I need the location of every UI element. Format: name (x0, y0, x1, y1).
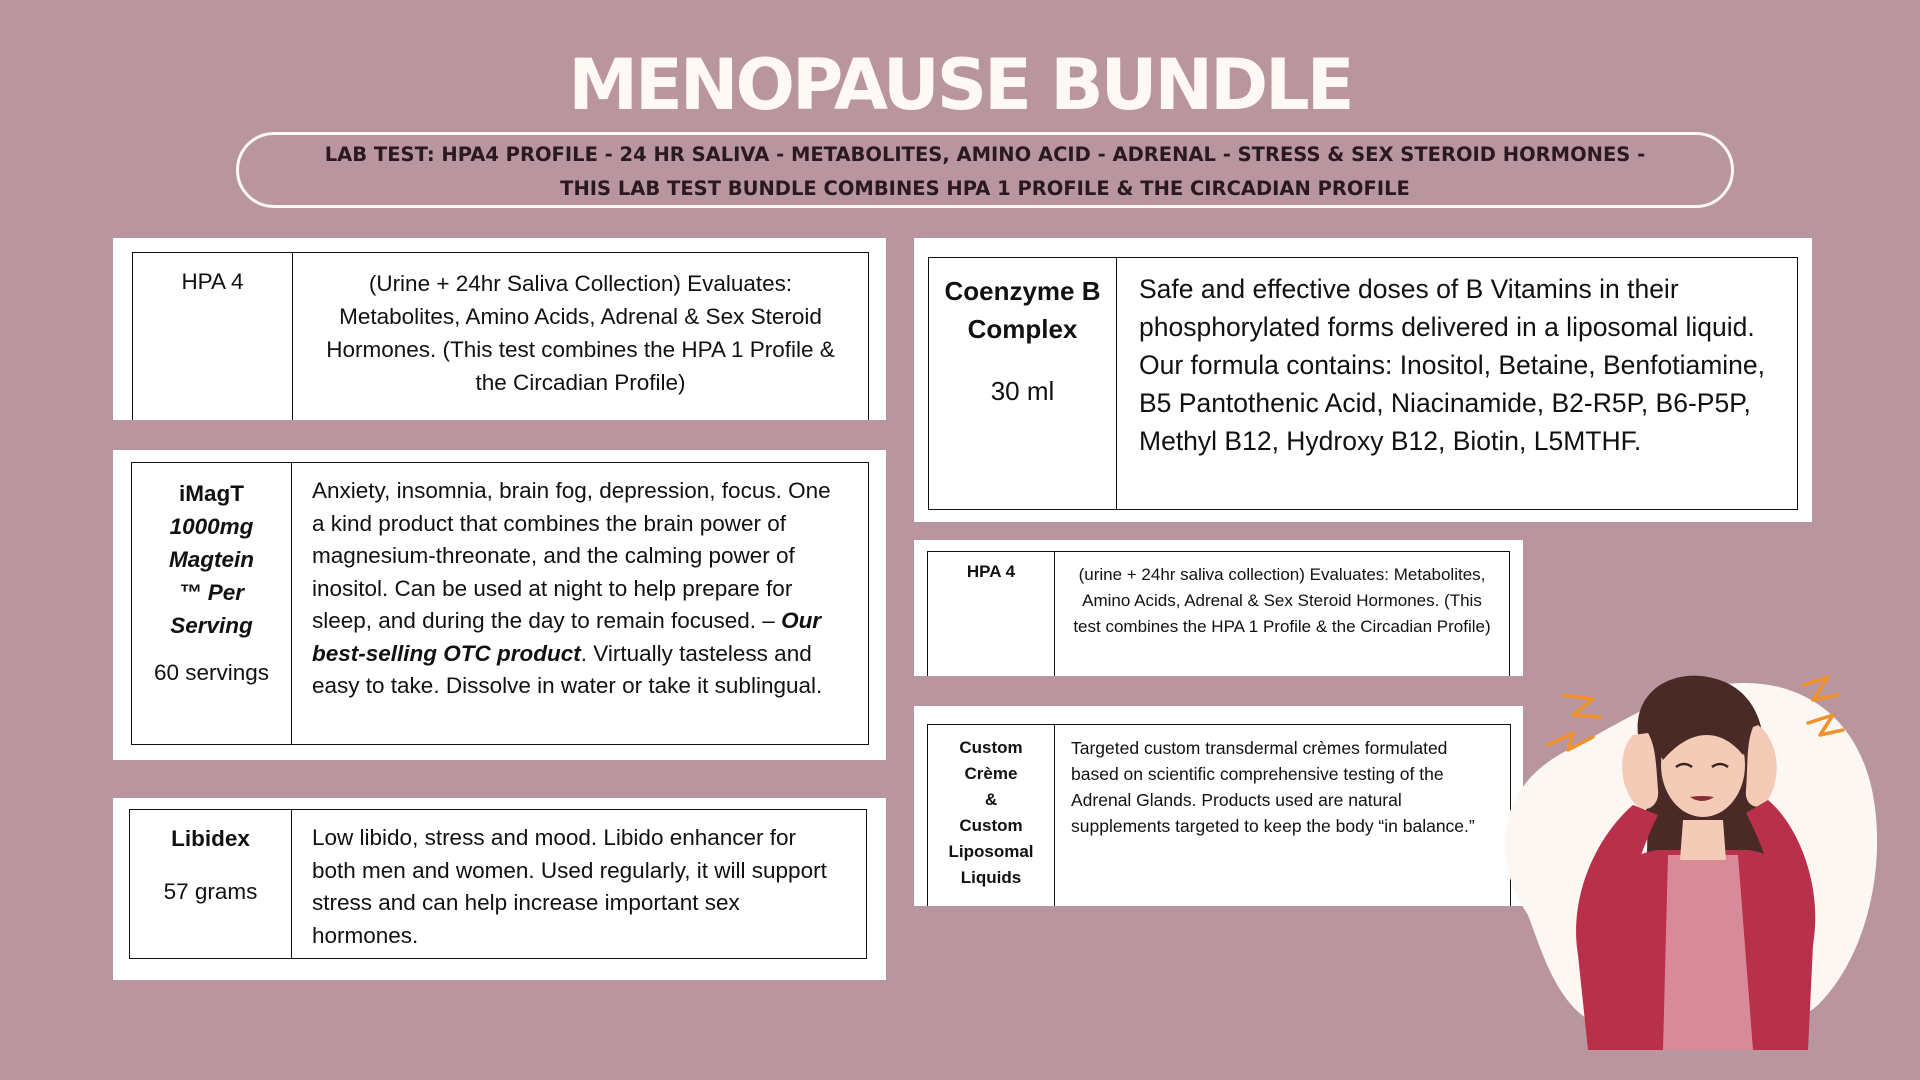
lab-test-banner (236, 132, 1734, 208)
imagt-name-cell (132, 463, 292, 744)
coenzyme-b-name-line1: Coenzyme B (944, 276, 1101, 306)
banner-line-1: LAB TEST: HPA4 PROFILE - 24 HR SALIVA - METABOLITES, AMINO ACID - ADRENAL - STRESS & SEX STEROID HORMONES - (324, 142, 1646, 166)
hpa4-description: (Urine + 24hr Saliva Collection) Evaluates: Metabolites, Amino Acids, Adrenal & Sex Steroid Hormones. (This test combines the HPA 1 Profile & the Circadian Profile) (326, 271, 835, 395)
imagt-table (131, 462, 869, 745)
coenzyme-b-size: 30 ml (990, 376, 1055, 406)
coenzyme-b-table (928, 257, 1798, 510)
hpa4-name-cell (133, 253, 293, 420)
coenzyme-b-description: Safe and effective doses of B Vitamins in their phosphorylated forms delivered in a liposomal liquid. Our formula contains: Inositol, Betaine, Benfotiamine, B5 Pantothenic Acid, Niacinamide, B2-R5P, B6-P5P, Methyl B12, Hydroxy B12, Biotin, L5MTHF. (1139, 274, 1766, 456)
hpa4-table (132, 252, 869, 420)
hpa4-name: HPA 4 (181, 269, 244, 294)
custom-creme-name-line3: & (984, 790, 998, 809)
hpa4-small-name: HPA 4 (966, 562, 1016, 581)
hpa4-small-name-cell (928, 552, 1055, 676)
libidex-table (129, 809, 867, 959)
libidex-card (113, 798, 886, 980)
imagt-dose-line3: ™ Per (178, 580, 245, 605)
custom-creme-card (914, 706, 1523, 906)
imagt-size: 60 servings (153, 660, 270, 685)
hpa4-small-card (914, 540, 1523, 676)
shirt (1663, 855, 1753, 1050)
hpa4-small-table (927, 551, 1510, 676)
imagt-description-part2: . Virtually tasteless and easy to take. Dissolve in water or take it sublingual. (312, 640, 823, 698)
libidex-description: Low libido, stress and mood. Libido enhancer for both men and women. Used regularly, it will support stress and can help increase important sex hormones. (312, 825, 827, 948)
page-title: MENOPAUSE BUNDLE (568, 44, 1352, 126)
headache-woman-illustration (1468, 655, 1888, 1050)
neck (1680, 820, 1726, 860)
custom-creme-name-line5: Liposomal (948, 842, 1034, 861)
custom-creme-name-line2: Crème (964, 764, 1018, 783)
custom-creme-name-cell (928, 725, 1055, 906)
custom-creme-name-line4: Custom (959, 816, 1023, 835)
hpa4-small-description: (urine + 24hr saliva collection) Evaluates: Metabolites, Amino Acids, Adrenal & Sex Steroid Hormones. (This test combines the HPA 1 Profile & the Circadian Profile) (1073, 565, 1491, 636)
imagt-dose: 1000mg (169, 514, 254, 539)
custom-creme-name-line1: Custom (959, 738, 1023, 757)
banner-line-2: THIS LAB TEST BUNDLE COMBINES HPA 1 PROFILE & THE CIRCADIAN PROFILE (560, 176, 1410, 200)
imagt-dose-line4: Serving (170, 613, 253, 638)
coenzyme-b-name-line2: Complex (967, 314, 1078, 344)
imagt-description-part1: Anxiety, insomnia, brain fog, depression, focus. One a kind product that combines the brain power of magnesium-threonate, and the calming power of inositol. Can be used at night to help prepare for sleep, and during the day to remain focused. – (312, 478, 831, 633)
custom-creme-name-line6: Liquids (960, 868, 1022, 887)
imagt-best-seller: Our best-selling OTC product (312, 608, 822, 666)
custom-creme-table (927, 724, 1511, 906)
libidex-name: Libidex (171, 826, 250, 851)
imagt-name: iMagT (179, 481, 244, 506)
imagt-description (292, 463, 868, 744)
hpa4-card (113, 238, 886, 420)
libidex-name-cell (130, 810, 292, 958)
custom-creme-description: Targeted custom transdermal crèmes formulated based on scientific comprehensive testing of the Adrenal Glands. Products used are natural supplements targeted to keep the body “in balance.” (1071, 738, 1475, 836)
imagt-card (113, 450, 886, 760)
coenzyme-b-name-cell (929, 258, 1117, 509)
libidex-size: 57 grams (163, 879, 258, 904)
imagt-dose-line2: Magtein (168, 547, 254, 572)
coenzyme-b-card (914, 238, 1812, 522)
